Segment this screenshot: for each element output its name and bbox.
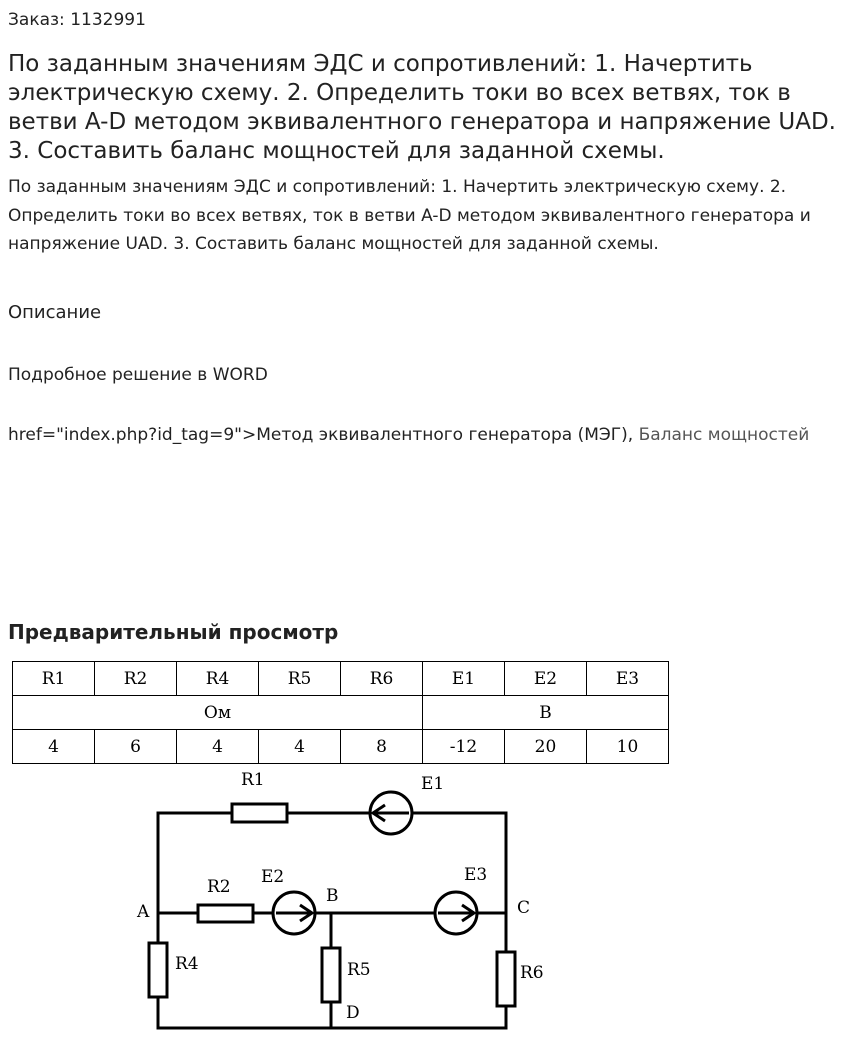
tags-prefix: href="index.php?id_tag=9">Метод эквивалентного генератора (МЭГ), — [8, 425, 639, 445]
r6-resistor — [497, 952, 515, 1006]
value-cell: -12 — [423, 730, 505, 764]
value-cell: 4 — [13, 730, 95, 764]
r4-resistor — [149, 943, 167, 997]
label-e1: E1 — [421, 774, 445, 794]
table-values-row — [13, 730, 669, 764]
label-a: A — [137, 902, 150, 922]
order-label: Заказ: — [8, 10, 65, 30]
tags-line — [8, 421, 838, 450]
page-title: По заданным значениям ЭДС и сопротивлений: 1. Начертить электрическую схему. 2. Определить токи во всех ветвях, ток в ветви A-D методом эквивалентного генератора и напряжение UAD. 3. Составить баланс мощностей для заданной схемы. — [8, 51, 836, 164]
label-b: B — [326, 886, 339, 906]
header-cell: R1 — [13, 662, 95, 696]
label-r6: R6 — [520, 963, 544, 983]
e3-source — [435, 892, 477, 934]
preview-heading: Предварительный просмотр — [8, 620, 339, 644]
label-e2: E2 — [261, 867, 285, 887]
word-solution-text: Подробное решение в WORD — [8, 365, 268, 385]
description-heading: Описание — [8, 302, 102, 323]
value-cell: 10 — [587, 730, 669, 764]
table-units-row — [13, 696, 669, 730]
label-r2: R2 — [207, 877, 231, 897]
value-cell: 20 — [505, 730, 587, 764]
header-cell: R2 — [95, 662, 177, 696]
circuit-schematic — [120, 768, 560, 1038]
header-cell: E3 — [587, 662, 669, 696]
r2-resistor — [198, 905, 253, 922]
label-r1: R1 — [241, 770, 265, 790]
label-e3: E3 — [464, 865, 488, 885]
table-header-row — [13, 662, 669, 696]
header-cell: E1 — [423, 662, 505, 696]
label-r4: R4 — [175, 954, 199, 974]
header-cell: R5 — [259, 662, 341, 696]
header-cell: R4 — [177, 662, 259, 696]
order-value: 1132991 — [70, 10, 146, 30]
order-number — [8, 10, 146, 30]
header-cell: R6 — [341, 662, 423, 696]
label-d: D — [346, 1003, 360, 1023]
header-cell: E2 — [505, 662, 587, 696]
r5-resistor — [322, 948, 340, 1002]
parameters-table — [12, 661, 669, 764]
value-cell: 4 — [177, 730, 259, 764]
unit-volt-cell: В — [423, 696, 669, 730]
value-cell: 8 — [341, 730, 423, 764]
r1-resistor — [232, 804, 287, 822]
e2-source — [273, 892, 315, 934]
value-cell: 4 — [259, 730, 341, 764]
e1-source — [370, 792, 412, 834]
unit-ohm-cell: Ом — [13, 696, 423, 730]
label-c: C — [517, 898, 531, 918]
task-text: По заданным значениям ЭДС и сопротивлений: 1. Начертить электрическую схему. 2. Определить токи во всех ветвях, ток в ветви A-D методом эквивалентного генератора и напряжение UAD. 3. Составить баланс мощностей для заданной схемы. — [8, 177, 811, 254]
power-balance-link[interactable]: Баланс мощностей — [638, 425, 810, 445]
label-r5: R5 — [347, 960, 371, 980]
value-cell: 6 — [95, 730, 177, 764]
